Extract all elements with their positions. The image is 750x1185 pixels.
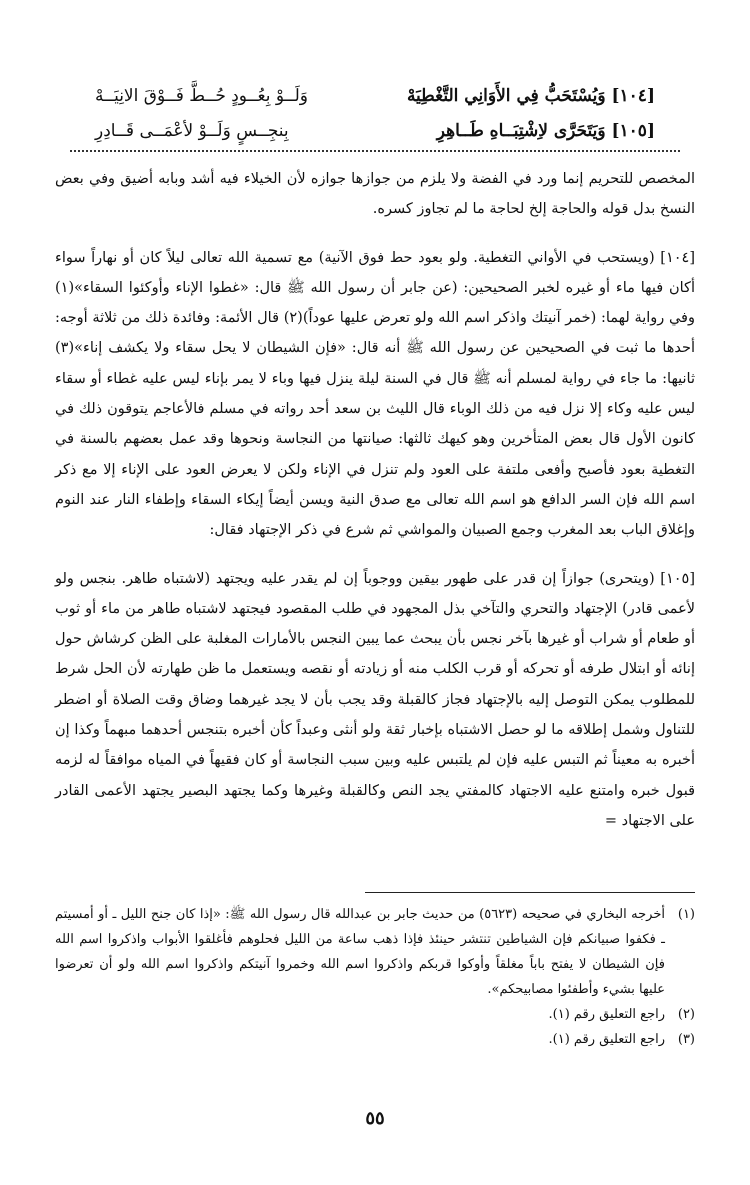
footnote-number: (٢) xyxy=(677,1007,695,1022)
footnote-text: أخرجه البخاري في صحيحه (٥٦٢٣) من حديث جابر بن عبدالله قال رسول الله ﷺ: «إذا كان جنح الليل ـ أو أمسيتم ـ فكفوا صبيانكم فإن الشياطين تنتشر حينئذ فإذا ذهب ساعة من الليل فحلوهم فأغلقوا الأبواب واذكروا اسم الله فإن الشيطان لا يفتح باباً مغلقاً وأوكوا قربكم واذكروا اسم الله وخمروا آنيتكم واذكروا اسم الله ولو أن تعرضوا عليها بشيء وأطفئوا مصابيحكم». xyxy=(55,907,665,997)
footnote xyxy=(55,1002,695,1027)
footnote-number: (٣) xyxy=(677,1032,695,1047)
dotted-divider xyxy=(70,150,680,152)
commentary-body xyxy=(55,164,695,836)
verse-number: [١٠٥] xyxy=(611,120,655,141)
verse-text: وَيُسْتَحَبُّ فِي الأَوَانِي التَّغْطِيَهْ xyxy=(406,85,606,106)
verse-first-hemistich xyxy=(407,86,655,106)
verse-row xyxy=(95,113,655,148)
footnotes xyxy=(55,902,695,1052)
footnote-number: (١) xyxy=(677,907,695,922)
commentary-paragraph: المخصص للتحريم إنما ورد في الفضة ولا يلزم من جوازها جوازه لأن الخيلاء فيه أشد وبابه أضيق وفي بعض النسخ بدل قوله والحاجة إلخ لحاجة ما لم تجاوز كسره. xyxy=(55,171,695,218)
footnote-text: راجع التعليق رقم (١). xyxy=(548,1007,665,1022)
verse-second-hemistich: بِنجِــسٍ وَلَــوْ لأعْمَــى قَــادِرِ xyxy=(95,120,289,141)
verse-second-hemistich: وَلَــوْ بِعُــودٍ حُــطَّ فَــوْقَ الانِيَــهْ xyxy=(95,85,309,106)
footnote-rule xyxy=(365,892,695,893)
verse-text: وَيَتَحَرَّى لاِشْتِبَــاهِ طَــاهِرِ xyxy=(436,120,606,141)
footnote xyxy=(55,902,695,1002)
page-number: ٥٥ xyxy=(365,1108,385,1129)
commentary-paragraph: [١٠٤] (ويستحب في الأواني التغطية. ولو بعود حط فوق الآنية) مع تسمية الله تعالى ليلاً كان أو نهاراً سواء أكان فيها ماء أو غيره لخبر الصحيحين: (عن جابر أن رسول الله ﷺ قال: «غطوا الإناء وأوكئوا السقاء»(١) وفي رواية لهما: (خمر آنيتك واذكر اسم الله ولو تعرض عليها عوداً)(٢) قال الأئمة: وفائدة ذلك من ثلاثة أوجه: أحدها ما ثبت في الصحيحين عن رسول الله ﷺ أنه قال: «فإن الشيطان لا يحل سقاء ولا يكشف إناء»(٣) ثانيها: ما جاء في رواية لمسلم أنه ﷺ قال في السنة ليلة ينزل فيها وباء لا يمر بإناء ليس عليه غطاء أو سقاء ليس عليه وكاء إلا نزل فيه من ذلك الوباء قال الليث بن سعد أحد رواته في مسلم فالأعاجم يتوقون ذلك في كانون الأول قال بعض المتأخرين وهو كيهك ثالثها: صيانتها من النجاسة ونحوها وقد عمل بعضهم بالسنة في التغطية بعود فأصبح وأفعى ملتفة على العود ولم تنزل في الإناء ولكن لا يعرض العود على الإناء إلا مع ذكر اسم الله فإن السر الدافع هو اسم الله تعالى مع صدق النية ويسن أيضاً إيكاء السقاء وإطفاء النار عند النوم وإغلاق الباب بعد المغرب وجمع الصبيان والمواشي ثم شرع في ذكر الإجتهاد فقال: xyxy=(55,249,695,539)
verse-block xyxy=(95,78,655,148)
verse-row xyxy=(95,78,655,113)
verse-first-hemistich xyxy=(437,121,655,141)
verse-number: [١٠٤] xyxy=(611,85,655,106)
commentary-paragraph: [١٠٥] (ويتحرى) جوازاً إن قدر على طهور بيقين ووجوباً إن لم يقدر عليه ويجتهد (لاشتباه طاهر. بنجس ولو لأعمى قادر) الإجتهاد والتحري والتآخي بذل المجهود في طلب المقصود فيجتهد لاشتباه طاهر من ماء أو ثوب أو طعام أو شراب أو غيرها بآخر نجس بأن يبحث عما يبين النجس بالأمارات المغلبة على الظن كرشاش حول إنائه أو ابتلال طرفه أو تحركه أو قرب الكلب منه أو زيادته أو نقصه ويستعمل ما ظن طهارته لأن الحل شرط للمطلوب يمكن التوصل إليه بالإجتهاد فجاز كالقبلة وقد يجب بأن لا يجد غيرهما وضاق وقت الصلاة أو اضطر للتناول وشمل إطلاقه ما لو حصل الاشتباه بإخبار ثقة ولو أنثى وعبداً كأن أخبره بتنجس أحدهما مبهماً وكذا إن أخبره به معيناً ثم التبس عليه فإن لم يلتبس عليه وبين سبب النجاسة أو كان فقيهاً في المياه موافقاً له لزمه قبول خبره وامتنع عليه الاجتهاد كالمفتي يجد النص وكالقبلة وغيرها وكما يجتهد البصير يجتهد الأعمى القادر على الاجتهاد = xyxy=(55,570,695,829)
footnote-text: راجع التعليق رقم (١). xyxy=(548,1032,665,1047)
footnote xyxy=(55,1027,695,1052)
